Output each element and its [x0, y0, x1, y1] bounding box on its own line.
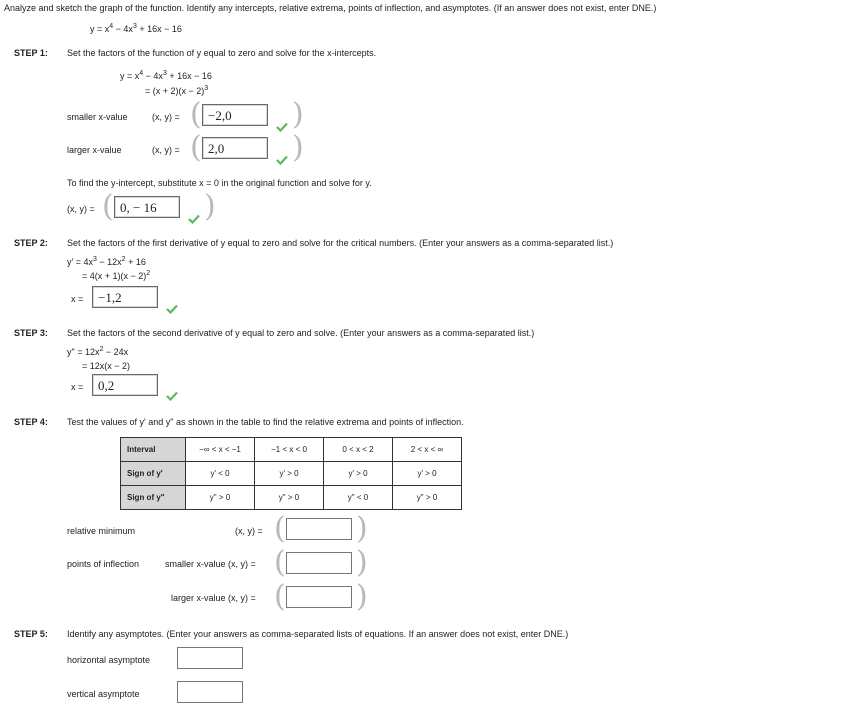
table-row: [121, 462, 462, 486]
check-icon: [276, 122, 288, 132]
poi-larger-label: larger x-value (x, y) =: [171, 593, 256, 603]
function-term3: + 16x − 16: [136, 24, 182, 34]
right-paren: ): [204, 189, 216, 224]
right-paren: ): [292, 97, 304, 132]
step1-line2-text: = (x + 2)(x − 2): [145, 86, 205, 96]
step5-text: Identify any asymptotes. (Enter your answers as comma-separated lists of equations. If an answer does not exist, enter DNE.): [67, 629, 569, 639]
table-header-cell: Sign of y": [121, 486, 186, 510]
step1-line1: [120, 71, 212, 81]
left-paren: (: [274, 579, 286, 614]
vertical-asymptote-label: vertical asymptote: [67, 689, 140, 699]
x-eq-label: x =: [71, 294, 84, 304]
exp-2: 2: [146, 270, 151, 277]
left-paren: (: [102, 189, 114, 224]
xy-label-2: (x, y) =: [152, 145, 180, 155]
xy-label-3: (x, y) =: [67, 204, 95, 214]
step4-text: Test the values of y' and y" as shown in the table to find the relative extrema and points of inflection.: [67, 417, 464, 427]
larger-x-label: larger x-value: [67, 145, 122, 155]
relative-minimum-label: relative minimum: [67, 526, 136, 536]
exp-4: 4: [109, 23, 114, 30]
exp-2: 2: [99, 346, 104, 353]
table-cell: y" < 0: [324, 486, 393, 510]
y-intercept-input[interactable]: 0, − 16: [114, 196, 180, 218]
step3-line1-b: − 24x: [103, 347, 129, 357]
step2-text: Set the factors of the first derivative of y equal to zero and solve for the critical numbers. (Enter your answers as a comma-separated list.): [67, 238, 614, 248]
step1-line1-b: − 4x: [143, 71, 163, 81]
instructions: Analyze and sketch the graph of the function. Identify any intercepts, relative extrema, points of inflection, and asymptotes. (If an answer does not exist, enter DNE.): [4, 3, 657, 13]
exp-3: 3: [92, 256, 97, 263]
step3-line2: = 12x(x − 2): [82, 361, 131, 371]
step1-line1-c: + 16x − 16: [166, 71, 212, 81]
critical-numbers-input[interactable]: −1,2: [92, 286, 158, 308]
table-cell: y" > 0: [393, 486, 462, 510]
table-cell: y' > 0: [324, 462, 393, 486]
table-cell: 2 < x < ∞: [393, 438, 462, 462]
inflection-candidates-input[interactable]: 0,2: [92, 374, 158, 396]
step3-text: Set the factors of the second derivative of y equal to zero and solve. (Enter your answers as a comma-separated list.): [67, 328, 535, 338]
step3-line1: [67, 347, 128, 357]
step1-label: STEP 1:: [14, 48, 48, 58]
step4-label: STEP 4:: [14, 417, 48, 427]
step2-line1-b: − 12x: [96, 257, 122, 267]
step2-label: STEP 2:: [14, 238, 48, 248]
step3-line1-a: y" = 12x: [67, 347, 100, 357]
left-paren: (: [190, 130, 202, 165]
table-cell: −∞ < x < −1: [186, 438, 255, 462]
points-of-inflection-label: points of inflection: [67, 559, 140, 569]
left-paren: (: [274, 545, 286, 580]
left-paren: (: [190, 97, 202, 132]
right-paren: ): [356, 545, 368, 580]
step2-line2-text: = 4(x + 1)(x − 2): [82, 271, 147, 281]
table-cell: −1 < x < 0: [255, 438, 324, 462]
step1-line2: [145, 86, 208, 96]
exp-3: 3: [132, 23, 137, 30]
exp-2: 2: [121, 256, 126, 263]
table-cell: 0 < x < 2: [324, 438, 393, 462]
xy-label-4: (x, y) =: [235, 526, 263, 536]
table-header-cell: Sign of y': [121, 462, 186, 486]
table-cell: y' > 0: [255, 462, 324, 486]
check-icon: [166, 391, 178, 401]
step1-text: Set the factors of the function of y equal to zero and solve for the x-intercepts.: [67, 48, 377, 58]
right-paren: ): [356, 511, 368, 546]
right-paren: ): [292, 130, 304, 165]
horizontal-asymptote-input[interactable]: [177, 647, 243, 669]
poi-larger-input[interactable]: [286, 586, 352, 608]
table-row: [121, 438, 462, 462]
step2-line2: [82, 271, 150, 281]
exp-3: 3: [204, 85, 209, 92]
exp-4: 4: [139, 70, 144, 77]
left-paren: (: [274, 511, 286, 546]
poi-smaller-label: smaller x-value (x, y) =: [165, 559, 256, 569]
table-header-cell: Interval: [121, 438, 186, 462]
check-icon: [166, 304, 178, 314]
step3-label: STEP 3:: [14, 328, 48, 338]
step5-label: STEP 5:: [14, 629, 48, 639]
exp-3: 3: [162, 70, 167, 77]
relative-minimum-input[interactable]: [286, 518, 352, 540]
poi-smaller-input[interactable]: [286, 552, 352, 574]
step2-line1: [67, 257, 146, 267]
table-cell: y' > 0: [393, 462, 462, 486]
function-term2: − 4x: [113, 24, 133, 34]
smaller-x-intercept-input[interactable]: −2,0: [202, 104, 268, 126]
function-lhs: y = x: [90, 24, 110, 34]
function-equation: [90, 24, 182, 34]
sign-table: [120, 437, 462, 510]
step2-line1-a: y' = 4x: [67, 257, 93, 267]
check-icon: [188, 214, 200, 224]
table-cell: y" > 0: [186, 486, 255, 510]
y-intercept-text: To find the y-intercept, substitute x = 0 in the original function and solve for y.: [67, 178, 372, 188]
table-row: [121, 486, 462, 510]
step1-line1-a: y = x: [120, 71, 140, 81]
step2-line1-c: + 16: [125, 257, 146, 267]
table-cell: y' < 0: [186, 462, 255, 486]
xy-label-1: (x, y) =: [152, 112, 180, 122]
check-icon: [276, 155, 288, 165]
larger-x-intercept-input[interactable]: 2,0: [202, 137, 268, 159]
vertical-asymptote-input[interactable]: [177, 681, 243, 703]
horizontal-asymptote-label: horizontal asymptote: [67, 655, 151, 665]
table-cell: y" > 0: [255, 486, 324, 510]
x-eq-label: x =: [71, 382, 84, 392]
right-paren: ): [356, 579, 368, 614]
smaller-x-label: smaller x-value: [67, 112, 128, 122]
